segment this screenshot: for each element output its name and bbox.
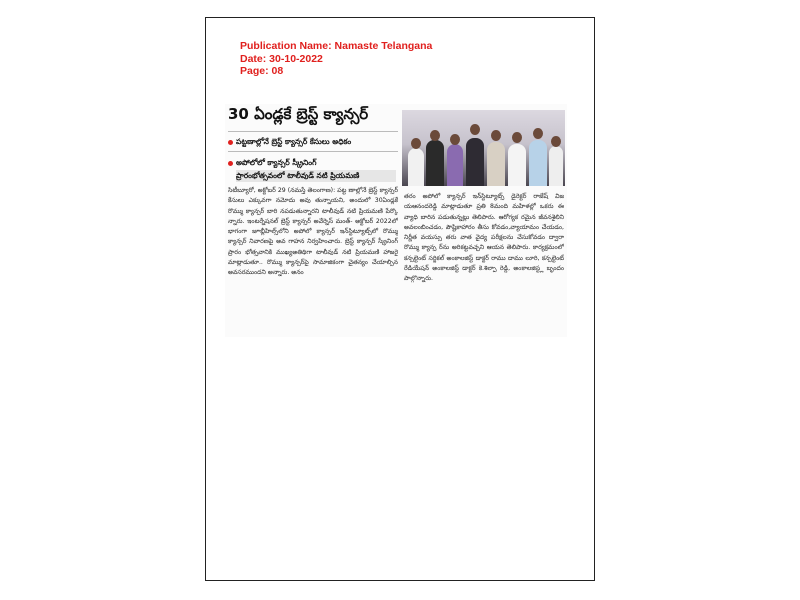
photo-person-head [512,132,522,143]
photo-person-head [450,134,460,145]
publication-page: Page: 08 [240,65,284,77]
photo-person-head [551,136,561,147]
article-headline: 30 ఏండ్లకే బ్రెస్ట్ క్యాన్సర్ [228,105,369,123]
bullet-icon [228,161,233,166]
photo-person-head [470,124,480,135]
article-column-2: తరం అపోలో క్యాన్సర్ ఇన్‌స్టిట్యూట్స్ డైరెక్టర్ రాజేష్ విజ యఆనందరెడ్డి మాట్లాడుతూ ప్రతి 8మంది మహిళల్లో ఒకరు ఈ వ్యాధి బారిన పడుతున్నట్లు తెలిపారు. ఆరోగ్యక రమైన జీవనశైలిని అవలంబించడం, పౌష్టికాహారం తీసు కోవడం,వ్యాయామం చేయడం, నిర్ణీత వయస్సు తరు వాత వైద్య పరీక్షలను చేసుకోవడం ద్వారా రొమ్ము క్యాన్స ర్‌ను అరికట్టవచ్చని ఆయన తెలిపారు. కార్యక్రమంలో కన్సల్టెంట్ సర్జికల్ అంకాలజిస్ట్ డాక్టర్ రాము దాము లూరి, కన్సల్టెంట్ రేడియేషన్ అంకాలజిస్ట్ డాక్టర్ కె.శిల్పా రెడ్డి, అంకాలజిస్ట్ల బృందం పాల్గొన్నారు. [404,193,564,283]
photo-person [447,144,463,186]
divider [228,131,398,132]
sub-headline-2 [228,157,398,169]
photo-person [508,144,526,186]
photo-person [487,142,505,186]
photo-person [466,138,484,186]
photo-person-head [411,138,421,149]
divider [228,151,398,152]
sub-headline-1 [228,136,398,148]
article-column-1: సిటీబ్యూరో, అక్టోబర్ 29 (నమస్తే తెలంగాణ): పట్ట ణాల్లోనే బ్రెస్ట్ క్యాన్సర్ కేసులు ఎక్కువగా నమోదు అవు తున్నాయని, అందులో 30ఏండ్లకే రొమ్ము క్యాన్సర్ బారి నపడుతున్నారని టాలీవుడ్ నటి ప్రియమణి పేర్కొ న్నారు. ఇంటర్నేషనల్ బ్రెస్ట్ క్యాన్సర్ అవేర్నెస్ మంత్- అక్టోబర్ 2022లో భాగంగా జూబ్లీహిల్స్‌లోని అపోలో క్యాన్సర్ ఇన్‌స్టిట్యూట్స్‌లో రొమ్ము క్యాన్సర్ నివారణపై అవ గాహన నిర్వహించారు. బ్రెస్ట్ క్యాన్సర్ స్క్రీనింగ్ ప్రారం భోత్సవానికి ముఖ్యఅతిథిగా టాలీవుడ్ నటి ప్రియమణి హాజరై మాట్లాడుతూ.. రొమ్ము క్యాన్సర్‌పై సామాజికంగా చైతన్యం చేయాల్సిన అవసరముందని అన్నారు. అనం [228,187,398,277]
publication-date: Date: 30-10-2022 [240,52,323,65]
photo-person-head [430,130,440,141]
photo-person [408,148,424,186]
sub-headline-1-text: పట్టణాల్లోనే బ్రెస్ట్ క్యాన్సర్ కేసులు అధికం [236,136,352,146]
publication-name: Publication Name: Namaste Telangana [240,40,433,52]
photo-person-head [533,128,543,139]
publication-info [240,40,432,78]
photo-person [529,140,547,186]
photo-person-head [491,130,501,141]
photo-person [549,146,563,186]
photo-person [426,140,444,186]
sub-headline-2-text: అపోలోలో క్యాన్సర్ స్క్రీనింగ్ [236,157,317,167]
sub-headline-3-text: ప్రారంభోత్సవంలో టాలీవుడ్ నటి ప్రియమణి [236,170,360,180]
bullet-icon [228,140,233,145]
article-photo [402,110,565,186]
sub-headline-3 [236,170,396,182]
